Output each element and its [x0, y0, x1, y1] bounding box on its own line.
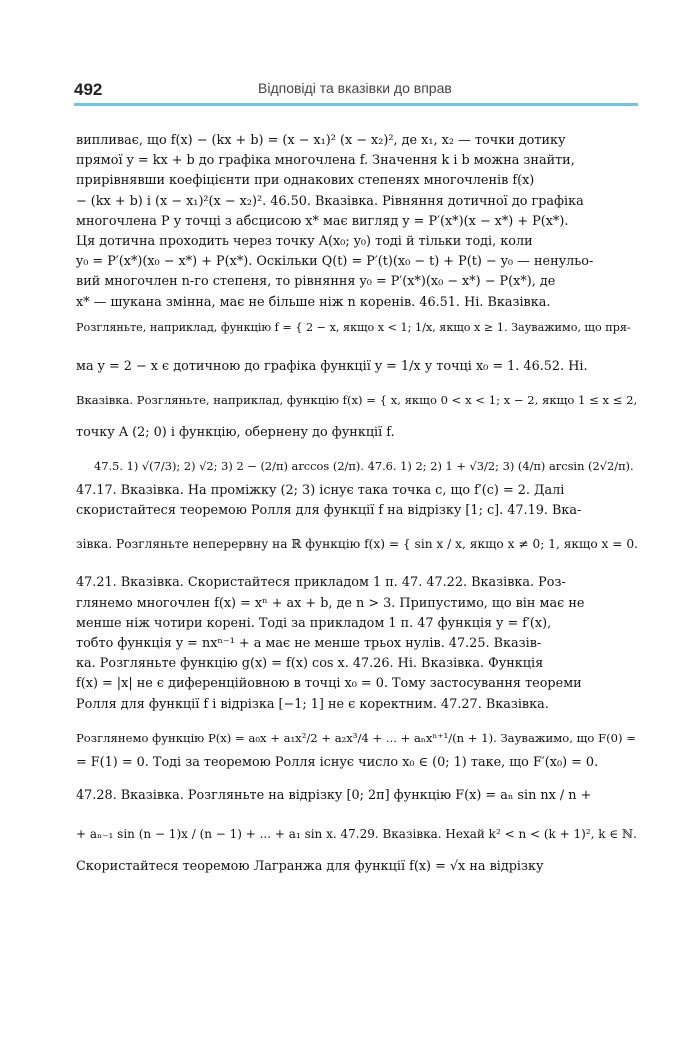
page-number: 492: [74, 80, 103, 99]
running-title: Відповіді та вказівки до вправ: [258, 80, 452, 96]
text-line: − (kx + b) і (x − x₁)²(x − x₂)². 46.50. Вказівка. Рівняння дотичної до графіка: [76, 193, 584, 209]
text-line: ка. Розгляньте функцію g(x) = f(x) cos x. 47.26. Ні. Вказівка. Функція: [76, 656, 544, 672]
text-line: многочлена P у точці з абсцисою x* має вигляд y = P′(x*)(x − x*) + P(x*).: [76, 213, 569, 229]
text-line: Скористайтеся теоремою Лагранжа для функції f(x) = √x на відрізку: [76, 858, 544, 874]
text-line: 47.28. Вказівка. Розгляньте на відрізку [0; 2π] функцію F(x) = aₙ sin nx / n +: [76, 787, 592, 803]
text-line: глянемо многочлен f(x) = xⁿ + ax + b, де n > 3. Припустимо, що він має не: [76, 595, 585, 611]
text-line: 47.17. Вказівка. На проміжку (2; 3) існує така точка c, що f′(c) = 2. Далі: [76, 483, 565, 499]
text-line: зівка. Розгляньте неперервну на ℝ функцію f(x) = { sin x / x, якщо x ≠ 0; 1, якщо x = 0.: [76, 537, 638, 552]
text-line: прирівнявши коефіцієнти при однакових степенях многочленів f(x): [76, 173, 535, 189]
text-line: Розглянемо функцію P(x) = a₀x + a₁x²/2 + a₂x³/4 + ... + aₙxⁿ⁺¹/(n + 1). Зауважимо, що F(0) =: [76, 730, 636, 745]
text-line: 47.5. 1) √(7/3); 2) √2; 3) 2 − (2/π) arccos (2/π). 47.6. 1) 2; 2) 1 + √3/2; 3) (4/π) arcsin (2√2/π).: [94, 459, 634, 474]
text-line: точку A (2; 0) і функцію, обернену до функції f.: [76, 424, 395, 440]
text-line: Розгляньте, наприклад, функцію f = { 2 − x, якщо x < 1; 1/x, якщо x ≥ 1. Зауважимо, що пря-: [76, 320, 631, 334]
text-line: випливає, що f(x) − (kx + b) = (x − x₁)² (x − x₂)², де x₁, x₂ — точки дотику: [76, 133, 566, 148]
text-line: тобто функція y = nxⁿ⁻¹ + a має не менше трьох нулів. 47.25. Вказів-: [76, 636, 542, 651]
header-rule: [74, 103, 638, 106]
text-line: y₀ = P′(x*)(x₀ − x*) + P(x*). Оскільки Q(t) = P′(t)(x₀ − t) + P(t) − y₀ — ненульо-: [76, 254, 594, 270]
text-line: x* — шукана змінна, має не більше ніж n коренів. 46.51. Ні. Вказівка.: [76, 294, 551, 310]
text-line: Вказівка. Розгляньте, наприклад, функцію f(x) = { x, якщо 0 < x < 1; x − 2, якщо 1 ≤ x ≤ 2,: [76, 392, 638, 407]
text-line: 47.21. Вказівка. Скористайтеся прикладом 1 п. 47. 47.22. Вказівка. Роз-: [76, 575, 566, 591]
text-line: скористайтеся теоремою Ролля для функції f на відрізку [1; c]. 47.19. Вка-: [76, 503, 582, 519]
text-line: = F(1) = 0. Тоді за теоремою Ролля існує число x₀ ∈ (0; 1) таке, що F′(x₀) = 0.: [76, 754, 599, 770]
text-line: прямої y = kx + b до графіка многочлена f. Значення k і b можна знайти,: [76, 153, 575, 169]
text-line: + aₙ₋₁ sin (n − 1)x / (n − 1) + ... + a₁ sin x. 47.29. Вказівка. Нехай k² < n < (k + 1)², k ∈ ℕ.: [76, 826, 637, 841]
text-line: f(x) = |x| не є диференційовною в точці x₀ = 0. Тому застосування теореми: [76, 676, 582, 692]
text-line: менше ніж чотири корені. Тоді за прикладом 1 п. 47 функція y = f′(x),: [76, 615, 552, 631]
text-line: вий многочлен n-го степеня, то рівняння y₀ = P′(x*)(x₀ − x*) − P(x*), де: [76, 274, 556, 290]
text-line: Ця дотична проходить через точку A(x₀; y₀) тоді й тільки тоді, коли: [76, 233, 533, 249]
text-line: ма y = 2 − x є дотичною до графіка функції y = 1/x у точці x₀ = 1. 46.52. Ні.: [76, 358, 588, 374]
text-line: Ролля для функції f і відрізка [−1; 1] не є коректним. 47.27. Вказівка.: [76, 696, 549, 712]
answers-text: [76, 131, 638, 877]
